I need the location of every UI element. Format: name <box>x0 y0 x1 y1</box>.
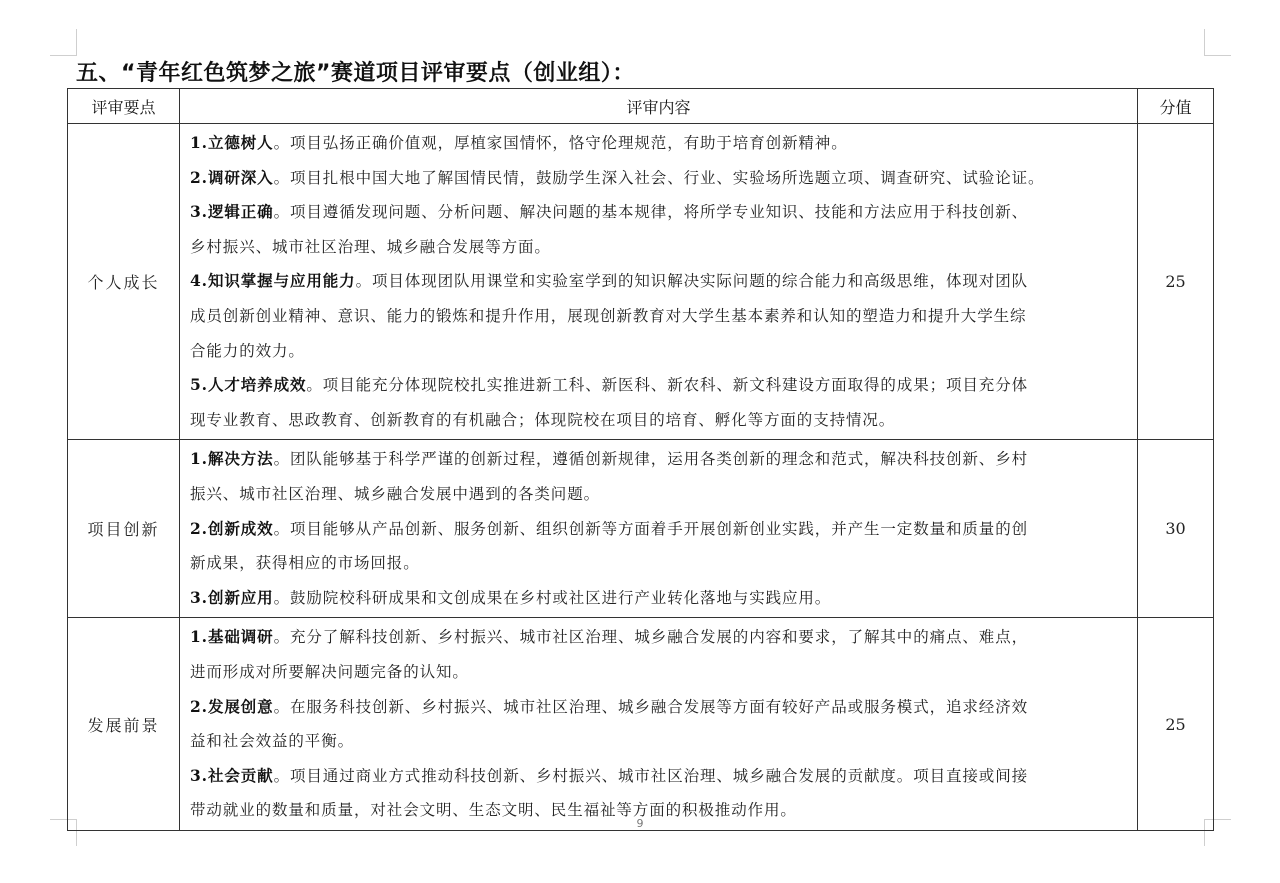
content-cell <box>180 440 1138 618</box>
content-line <box>190 195 1129 230</box>
content-line <box>190 264 1129 299</box>
item-heading: 3.创新应用 <box>190 587 274 607</box>
item-text: 合能力的效力。 <box>190 341 305 360</box>
table-row <box>68 440 1214 618</box>
item-heading: 1.立德树人 <box>190 133 274 152</box>
criteria-cell: 项目创新 <box>68 440 180 618</box>
content-line <box>190 581 1129 616</box>
header-content: 评审内容 <box>180 89 1138 124</box>
crop-mark-top-left <box>50 29 77 56</box>
content-line <box>190 230 1129 265</box>
item-heading: 2.调研深入 <box>190 167 274 187</box>
item-text: 新成果，获得相应的市场回报。 <box>190 554 420 573</box>
content-cell <box>180 618 1138 831</box>
content-line <box>190 512 1129 547</box>
score-cell: 25 <box>1138 124 1214 440</box>
item-text: 益和社会效益的平衡。 <box>190 732 355 751</box>
item-text: 。项目通过商业方式推动科技创新、乡村振兴、城市社区治理、城乡融合发展的贡献度。项目直接或间接 <box>273 766 1028 785</box>
item-heading: 2.创新成效 <box>190 518 274 538</box>
item-text: 。鼓励院校科研成果和文创成果在乡村或社区进行产业转化落地与实践应用。 <box>273 588 832 607</box>
content-line <box>190 334 1129 369</box>
table-row <box>68 618 1214 831</box>
evaluation-table <box>67 88 1214 831</box>
criteria-cell: 发展前景 <box>68 618 180 831</box>
item-text: 。充分了解科技创新、乡村振兴、城市社区治理、城乡融合发展的内容和要求，了解其中的痛点、难点， <box>273 628 1028 647</box>
item-text: 带动就业的数量和质量，对社会文明、生态文明、民生福祉等方面的积极推动作用。 <box>190 801 797 820</box>
item-heading: 1.解决方法 <box>190 449 274 469</box>
criteria-cell: 个人成长 <box>68 124 180 440</box>
content-line <box>190 403 1129 438</box>
page-number: 9 <box>636 817 644 830</box>
crop-mark-top-right <box>1204 29 1231 56</box>
item-heading: 3.社会贡献 <box>190 765 274 785</box>
item-text: 。在服务科技创新、乡村振兴、城市社区治理、城乡融合发展等方面有较好产品或服务模式，追求经济效 <box>273 697 1028 716</box>
score-cell: 25 <box>1138 618 1214 831</box>
content-line <box>190 299 1129 334</box>
table-header-row <box>68 89 1214 124</box>
item-text: 进而形成对所要解决问题完备的认知。 <box>190 662 469 681</box>
content-line <box>190 546 1129 581</box>
content-line <box>190 126 1129 161</box>
item-text: 乡村振兴、城市社区治理、城乡融合发展等方面。 <box>190 237 551 256</box>
item-text: 。项目弘扬正确价值观，厚植家国情怀，恪守伦理规范，有助于培育创新精神。 <box>273 134 848 152</box>
item-text: 现专业教育、思政教育、创新教育的有机融合；体现院校在项目的培育、孵化等方面的支持情况。 <box>190 410 896 429</box>
content-line <box>190 724 1129 759</box>
section-title: 五、“青年红色筑梦之旅”赛道项目评审要点（创业组）： <box>76 61 635 86</box>
item-text: 。项目能充分体现院校扎实推进新工科、新医科、新农科、新文科建设方面取得的成果；项目充分体 <box>306 376 1028 395</box>
content-line <box>190 477 1129 512</box>
item-text: 振兴、城市社区治理、城乡融合发展中遇到的各类问题。 <box>190 484 601 503</box>
header-score: 分值 <box>1138 89 1214 124</box>
item-text: 。团队能够基于科学严谨的创新过程，遵循创新规律，运用各类创新的理念和范式，解决科技创新、乡村 <box>273 450 1028 469</box>
content-line <box>190 759 1129 794</box>
item-text: 成员创新创业精神、意识、能力的锻炼和提升作用，展现创新教育对大学生基本素养和认知的塑造力和提升大学生综 <box>190 306 1027 325</box>
content-line <box>190 368 1129 403</box>
header-criteria: 评审要点 <box>68 89 180 124</box>
item-text: 。项目遵循发现问题、分析问题、解决问题的基本规律，将所学专业知识、技能和方法应用于科技创新、 <box>273 203 1028 222</box>
table-body <box>68 124 1214 831</box>
item-heading: 5.人才培养成效 <box>190 375 307 395</box>
table-row <box>68 124 1214 440</box>
item-heading: 2.发展创意 <box>190 696 274 716</box>
content-line <box>190 442 1129 477</box>
score-cell: 30 <box>1138 440 1214 618</box>
item-text: 。项目体现团队用课堂和实验室学到的知识解决实际问题的综合能力和高级思维，体现对团队 <box>355 272 1028 291</box>
content-line <box>190 655 1129 690</box>
item-text: 。项目能够从产品创新、服务创新、组织创新等方面着手开展创新创业实践，并产生一定数量和质量的创 <box>273 519 1028 538</box>
item-heading: 1.基础调研 <box>190 627 274 647</box>
item-heading: 3.逻辑正确 <box>190 202 274 222</box>
item-heading: 4.知识掌握与应用能力 <box>190 271 356 291</box>
content-line <box>190 161 1129 196</box>
content-line <box>190 620 1129 655</box>
content-line <box>190 690 1129 725</box>
content-cell <box>180 124 1138 440</box>
item-text: 。项目扎根中国大地了解国情民情，鼓励学生深入社会、行业、实验场所选题立项、调查研究、试验论证。 <box>273 168 1045 187</box>
